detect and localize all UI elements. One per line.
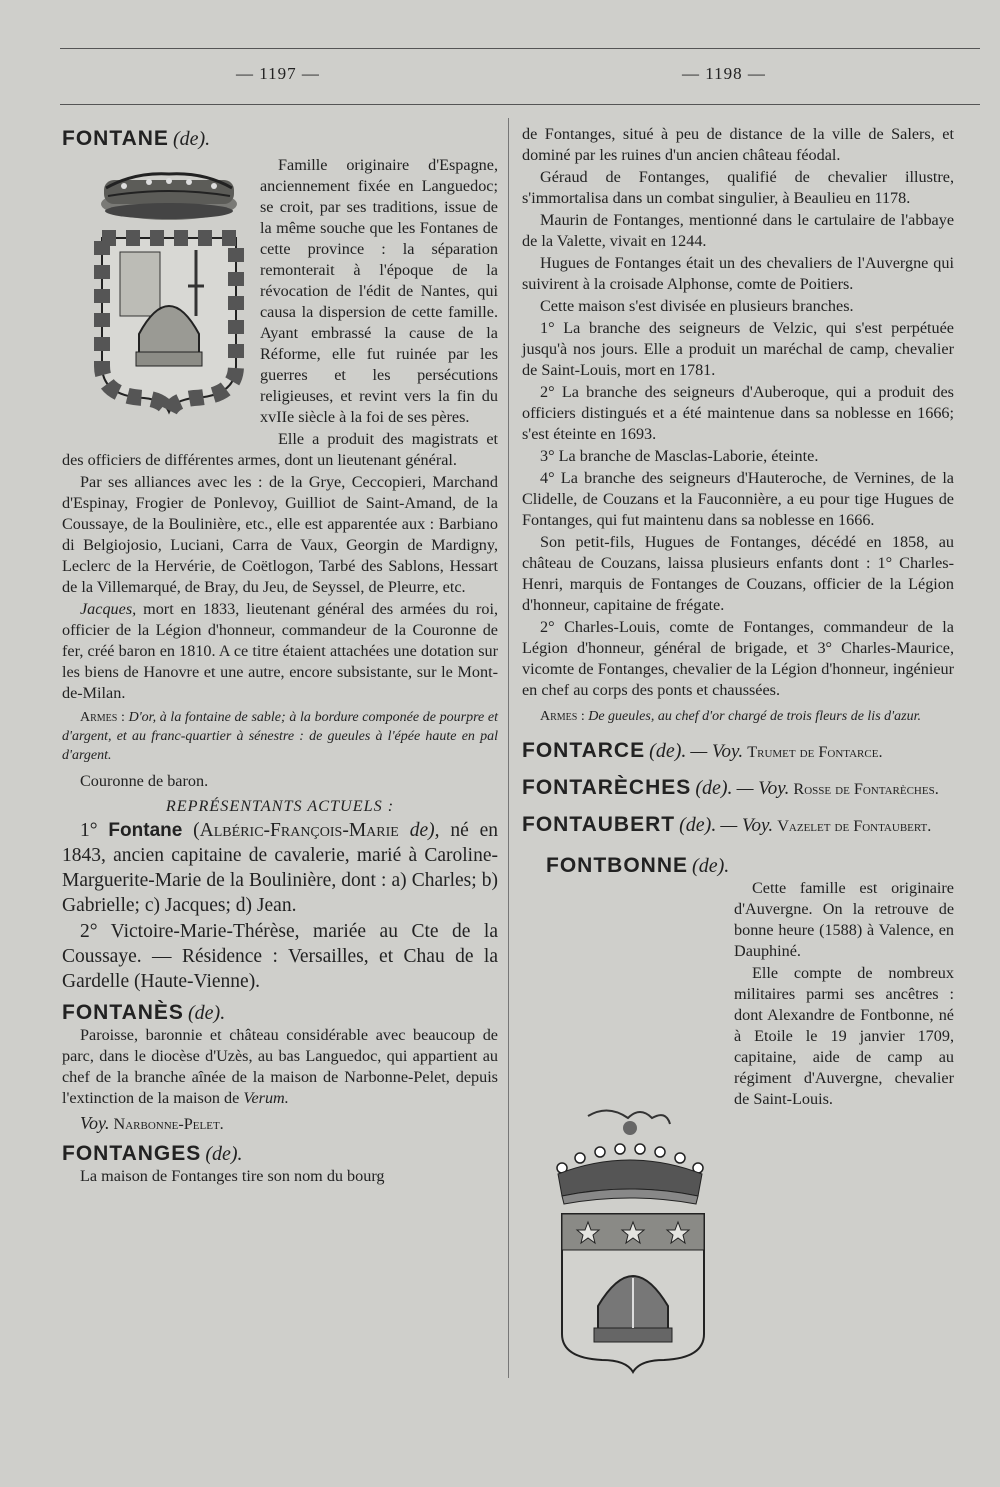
fontbonne-coat-of-arms [548, 1106, 718, 1376]
fontareches-entry [522, 777, 954, 800]
fontbonne-heading: FONTBONNE [546, 854, 688, 877]
arms-label: Armes : [540, 709, 585, 724]
arms-text: D'or, à la fontaine de sable; à la bordure componée de pourpre et d'argent, et au franc-quartier à sénestre : de gueules à l'épée haute en pal d'argent. [62, 710, 498, 763]
fontane-paragraph-4 [62, 599, 498, 704]
fontane-paragraph-1: Famille originaire d'Espagne, anciennement fixée en Languedoc; se croit, par ses traditions, issue de la même souche que les Fontanes de cette province : la séparation remonterait à l'époque de la révocation de l'édit de Nantes, qui causa la dispersion de cette famille. Ayant embrassé la cause de la Réforme, elle fut ruinée par les guerres et les persécutions religieuses, et revint vers la fin du xvIIe siècle à la foi de ses pères. [260, 156, 498, 426]
fontanges-cont-0: de Fontanges, situé à peu de distance de la ville de Salers, et dominé par les ruines d'un ancien château féodal. [522, 125, 954, 164]
fontaubert-ref: Vazelet de Fontaubert. [777, 817, 932, 835]
fontanges-cont-7: 3° La branche de Masclas-Laborie, éteinte. [540, 447, 819, 465]
representatives-title: REPRÉSENTANTS ACTUELS : [165, 797, 395, 815]
fontanges-heading: FONTANGES [62, 1142, 202, 1165]
fontaubert-heading: FONTAUBERT [522, 813, 676, 836]
fontbonne-particle: (de). [692, 855, 730, 877]
top-rule [60, 48, 980, 49]
fontanges-cont-3: Hugues de Fontanges était un des chevaliers de l'Auvergne qui suivirent à la croisade Alphonse, comte de Poitiers. [522, 254, 954, 293]
fontanes-heading: FONTANÈS [62, 1001, 184, 1024]
fontanges-particle: (de). [205, 1143, 243, 1165]
fontarce-entry [522, 740, 954, 763]
fontane-crown: Couronne de baron. [80, 772, 209, 790]
column-divider [508, 118, 509, 1378]
fontareches-heading: FONTARÈCHES [522, 776, 692, 799]
rep1-name: Fontane [108, 820, 183, 841]
shield-float-space [62, 155, 260, 445]
fontanges-cont-10: 2° Charles-Louis, comte de Fontanges, commandeur de la Légion d'honneur, général de brigade, et 3° Charles-Maurice, vicomte de Fontanges, chevalier de la Légion d'honneur, ingénieur en chef au corps des ponts et chaussées. [522, 618, 954, 699]
shield-icon [562, 1214, 704, 1372]
representative-2: 2° Victoire-Marie-Thérèse, mariée au Cte de la Coussaye. — Résidence : Versailles, et Chau de la Gardelle (Haute-Vienne). [62, 921, 498, 992]
fontanges-cont-6: 2° La branche des seigneurs d'Auberoque, qui a produit des officiers distingués et a été maintenue dans sa noblesse en 1666; s'est éteinte en 1693. [522, 383, 954, 443]
fontane-arms [62, 708, 498, 765]
rep1-particle: de), [409, 820, 440, 841]
fontanes-particle: (de). [188, 1002, 226, 1024]
fontane-particle: (de). [172, 128, 211, 150]
fontanges-cont-8: 4° La branche des seigneurs d'Hauteroche, de Vernines, de la Clidelle, de Couzans et la Fauconnière, a eu pour tige Hugues de Fontanges, qui fut maintenu dans sa noblesse en 1666. [522, 469, 954, 529]
arms-text: De gueules, au chef d'or chargé de trois fleurs de lis d'azur. [584, 709, 921, 724]
voy-label: Voy. [80, 1113, 110, 1133]
verum: Verum. [243, 1089, 289, 1107]
count-crown-icon [557, 1110, 703, 1204]
fontanges-cont-1: Géraud de Fontanges, qualifié de chevalier illustre, s'immortalisa dans un combat singulier, à Beaulieu en 1178. [522, 168, 954, 207]
right-column [522, 124, 954, 1140]
fontaubert-voy: — Voy. [720, 815, 774, 836]
fontarce-particle: (de). [649, 740, 687, 762]
arms-label: Armes : [80, 710, 125, 725]
fontane-paragraph-3: Par ses alliances avec les : de la Grye, Ceccopieri, Marchand d'Espinay, Frogier de Ponlevoy, Guilliot de Saint-Amand, de la Coussaye, de la Boulinière, etc., elle est apparentée aux : Barbiano di Belgiojosio, Luciani, Carra de Vaux, Georgin de Mardigny, Leclerc de la Hervérie, de Coëtlogon, Tarbé des Sablons, Hessart de la Villemarqué, de Bray, du Jeu, de Seyssel, de Pleurre, etc. [62, 473, 498, 596]
fontarce-heading: FONTARCE [522, 739, 646, 762]
rep1-given: (Albéric-François-Marie [193, 820, 399, 841]
representative-1 [62, 818, 498, 918]
page-number-left: — 1197 — [236, 64, 320, 83]
fontanges-arms [522, 707, 954, 726]
fontbonne-paragraph-1: Cette famille est originaire d'Auvergne. On la retrouve de bonne heure (1588) à Valence, en Dauphiné. [734, 879, 954, 960]
rep1-num: 1° [80, 820, 98, 841]
left-column [62, 128, 498, 1188]
voy-reference: Narbonne-Pelet. [113, 1115, 224, 1133]
fontanes-text: Paroisse, baronnie et château considérable avec beaucoup de parc, dans le diocèse d'Uzès, au bas Languedoc, qui appartient au chef de la branche aînée de la maison de Narbonne-Pelet, depuis l'extinction de la maison de [62, 1026, 498, 1107]
jacques-text: mort en 1833, lieutenant général des armées du roi, officier de la Légion d'honneur, commandeur de la Couronne de fer, créé baron en 1810. A ce titre étaient attachées une dotation sur les biens de Hanovre et une autre, encore subsistante, sur le Mont-de-Milan. [62, 600, 498, 702]
page-number-right: — 1198 — [682, 64, 766, 83]
fontarce-ref: Trumet de Fontarce. [747, 743, 883, 761]
fontanges-cont-9: Son petit-fils, Hugues de Fontanges, décédé en 1858, au château de Couzans, laissa plusieurs enfants dont : 1° Charles-Henri, marquis de Fontanges de Couzans, officier de la Légion d'honneur, capitaine de frégate. [522, 533, 954, 614]
fontareches-ref: Rosse de Fontarèches. [793, 780, 939, 798]
fontareches-voy: — Voy. [736, 778, 790, 799]
jacques-name: Jacques, [80, 600, 137, 618]
fontareches-particle: (de). [695, 777, 733, 799]
fontane-paragraph-2: Elle a produit des magistrats et des officiers de différentes armes, dont un lieutenant général. [62, 430, 498, 469]
fontanes-see-also [62, 1113, 498, 1135]
fontane-heading: FONTANE [62, 127, 169, 150]
fontanges-cont-4: Cette maison s'est divisée en plusieurs branches. [540, 297, 854, 315]
fontbonne-paragraph-2: Elle compte de nombreux militaires parmi ses ancêtres : dont Alexandre de Fontbonne, né à Etoile le 19 janvier 1709, capitaine, aide de camp au régiment d'Auvergne, chevalier de Saint-Louis. [734, 964, 954, 1108]
header-rule [60, 104, 980, 105]
fontanges-paragraph-start: La maison de Fontanges tire son nom du bourg [80, 1167, 385, 1185]
fontanges-cont-5: 1° La branche des seigneurs de Velzic, qui s'est perpétuée jusqu'à nos jours. Elle a produit un maréchal de camp, chevalier de Saint-Louis, mort en 1781. [522, 319, 954, 379]
fontaubert-entry [522, 814, 954, 837]
fontarce-voy: — Voy. [690, 741, 744, 762]
fontanes-paragraph [62, 1025, 498, 1109]
fontanges-cont-2: Maurin de Fontanges, mentionné dans le cartulaire de l'abbaye de la Valette, vivait en 1244. [522, 211, 954, 250]
fontbonne-shield-space [522, 878, 734, 1140]
fontaubert-particle: (de). [679, 814, 717, 836]
rep1-text: né en 1843, ancien capitaine de cavalerie, marié à Caroline-Marguerite-Marie de la Boulinière, dont : a) Charles; b) Gabrielle; c) Jacques; d) Jean. [62, 820, 498, 916]
